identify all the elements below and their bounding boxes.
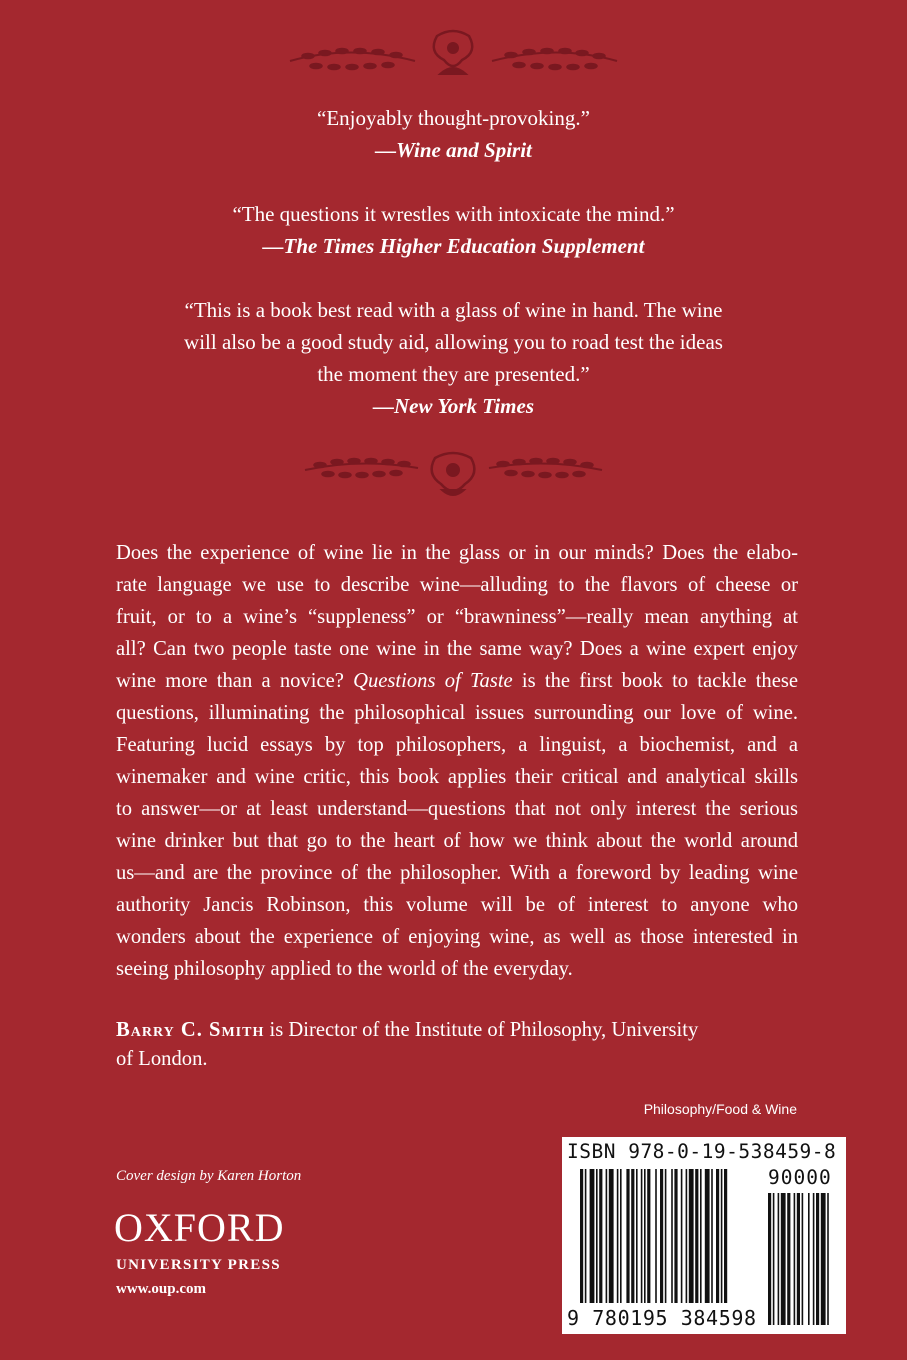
- description-line: wine drinker but that go to the heart of how we think about the world around: [116, 830, 798, 852]
- quote-3-line: will also be a good study aid, allowing you to road test the ideas: [184, 330, 723, 354]
- barcode-bar: [808, 1193, 810, 1325]
- barcode-bar: [700, 1169, 702, 1303]
- barcode-digits: 9 780195 384598: [567, 1306, 757, 1330]
- barcode-bar: [794, 1193, 796, 1325]
- barcode-bar: [641, 1169, 643, 1303]
- barcode-bar: [580, 1169, 583, 1303]
- description-line: rate language we use to describe wine—alluding to the flavors of cheese or: [116, 574, 798, 596]
- barcode-bar: [596, 1169, 598, 1303]
- barcode-bar: [721, 1169, 723, 1303]
- barcode-bar: [716, 1169, 719, 1303]
- description-line: wonders about the experience of enjoying wine, as well as those interested in: [116, 926, 798, 948]
- publisher-website: www.oup.com: [116, 1281, 207, 1297]
- barcode-bar: [674, 1169, 677, 1303]
- barcode-bar: [636, 1169, 638, 1303]
- barcode-bar: [802, 1193, 804, 1325]
- barcode-bar: [626, 1169, 629, 1303]
- quote-3-attribution: —New York Times: [373, 394, 534, 418]
- barcode-bar: [660, 1169, 663, 1303]
- quote-1-text: “Enjoyably thought-provoking.”: [317, 106, 590, 130]
- description-line: winemaker and wine critic, this book applies their critical and analytical skills: [116, 766, 798, 788]
- author-bio-text: is Director of the Institute of Philosophy, University: [264, 1019, 699, 1041]
- barcode-bar: [606, 1169, 608, 1303]
- bottom-ornament: [0, 440, 907, 510]
- author-bio-line2: of London.: [116, 1048, 208, 1070]
- barcode-bar: [671, 1169, 673, 1303]
- description-line: to answer—or at least understand—questions that not only interest the serious: [116, 798, 798, 820]
- barcode-bar: [813, 1193, 815, 1325]
- quote-3: [0, 294, 907, 422]
- quote-2-attribution: —The Times Higher Education Supplement: [262, 234, 645, 258]
- cover-design-credit: Cover design by Karen Horton: [116, 1168, 302, 1184]
- barcode-bar: [827, 1193, 829, 1325]
- description-line: all? Can two people taste one wine in the same way? Does a wine expert enjoy: [116, 638, 798, 660]
- barcode-bar: [689, 1169, 694, 1303]
- barcode-bar: [617, 1169, 619, 1303]
- barcode-bar: [609, 1169, 614, 1303]
- author-name: Barry C. Smith: [116, 1019, 265, 1041]
- barcode-bar: [590, 1169, 595, 1303]
- barcode-bar: [665, 1169, 667, 1303]
- description-text: wine more than a novice?: [116, 670, 344, 692]
- barcode-bar: [797, 1193, 800, 1325]
- quote-3-line: the moment they are presented.”: [317, 362, 590, 386]
- book-description: [116, 537, 798, 985]
- oxford-logo: OXFORD: [114, 1205, 285, 1250]
- description-line: questions, illuminating the philosophical issues surrounding our love of wine.: [116, 702, 798, 724]
- top-ornament: [0, 14, 907, 84]
- barcode-bar: [778, 1193, 780, 1325]
- quote-2: [0, 198, 907, 262]
- isbn-number: ISBN 978-0-19-538459-8: [567, 1140, 837, 1163]
- barcode-bars: [562, 1137, 846, 1334]
- university-press-label: UNIVERSITY PRESS: [116, 1257, 281, 1273]
- description-line: us—and are the province of the philosopher. With a foreword by leading wine: [116, 862, 798, 884]
- book-title-italic: Questions of Taste: [353, 670, 513, 692]
- quote-1-attribution: —Wine and Spirit: [375, 138, 532, 162]
- barcode-bar: [681, 1169, 683, 1303]
- barcode-bar: [647, 1169, 650, 1303]
- barcode-bar: [705, 1169, 710, 1303]
- barcode-bar: [816, 1193, 819, 1325]
- quote-2-text: “The questions it wrestles with intoxicate the mind.”: [232, 202, 675, 226]
- author-bio: [116, 1016, 798, 1074]
- quote-3-line: “This is a book best read with a glass of wine in hand. The wine: [184, 298, 723, 322]
- barcode-bar: [768, 1193, 771, 1325]
- quote-1: [0, 102, 907, 166]
- description-line: [116, 665, 798, 697]
- description-line: authority Jancis Robinson, this volume will be of interest to anyone who: [116, 894, 798, 916]
- description-line: fruit, or to a wine’s “suppleness” or “brawniness”—really mean anything at: [116, 606, 798, 628]
- description-text: is the first book to tackle these: [521, 670, 799, 692]
- barcode-bar: [644, 1169, 646, 1303]
- price-addon-code: 90000: [768, 1166, 832, 1189]
- barcode-bar: [695, 1169, 698, 1303]
- barcode-bar: [655, 1169, 657, 1303]
- barcode-bar: [585, 1169, 587, 1303]
- barcode-bar: [711, 1169, 713, 1303]
- isbn-barcode: [562, 1137, 846, 1334]
- barcode-bar: [781, 1193, 786, 1325]
- subject-category: Philosophy/Food & Wine: [643, 1101, 797, 1117]
- barcode-bar: [631, 1169, 634, 1303]
- barcode-bar: [787, 1193, 790, 1325]
- barcode-bar: [724, 1169, 727, 1303]
- description-line: Does the experience of wine lie in the glass or in our minds? Does the elabo-: [116, 542, 798, 564]
- barcode-bar: [686, 1169, 688, 1303]
- barcode-bar: [599, 1169, 602, 1303]
- barcode-bar: [821, 1193, 826, 1325]
- barcode-bar: [773, 1193, 775, 1325]
- description-line: Featuring lucid essays by top philosophers, a linguist, a biochemist, and a: [116, 734, 798, 756]
- description-line: seeing philosophy applied to the world of the everyday.: [116, 958, 573, 980]
- barcode-bar: [620, 1169, 622, 1303]
